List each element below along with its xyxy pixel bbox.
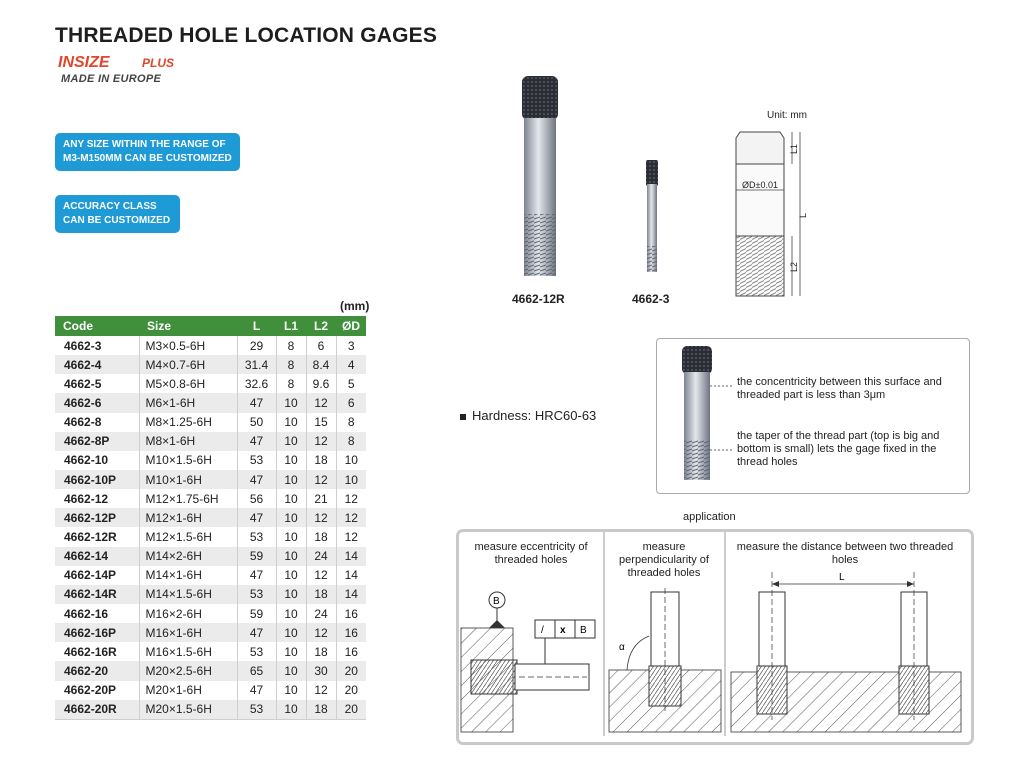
cell-size: M16×1-6H [139,623,237,642]
cell-l1: 8 [276,374,306,393]
cell-od: 14 [336,585,366,604]
cell-l2: 12 [306,681,336,700]
cell-l1: 10 [276,585,306,604]
table-row [55,355,366,374]
bullet-icon [460,414,466,420]
cell-code: 4662-10 [55,451,139,470]
label-od: ØD±0.01 [742,180,778,190]
cell-code: 4662-10P [55,470,139,489]
label-l: L [798,212,808,218]
hardness-text: Hardness: HRC60-63 [472,408,597,423]
cell-size: M12×1.5-6H [139,527,237,546]
panel-perpendicularity: measure perpendicularity of threaded holes [619,541,709,579]
cell-code: 4662-14 [55,547,139,566]
col-code: Code [55,316,139,336]
cell-l: 29 [237,336,276,355]
table-row [55,661,366,680]
cell-l2: 21 [306,489,336,508]
cell-od: 10 [336,470,366,489]
cell-od: 8 [336,432,366,451]
cell-l1: 10 [276,489,306,508]
spec-table [55,316,366,720]
cell-l1: 10 [276,661,306,680]
cell-size: M12×1-6H [139,508,237,527]
panel-eccentricity: measure eccentricity of threaded holes [474,541,588,566]
cell-l1: 10 [276,566,306,585]
cell-od: 20 [336,681,366,700]
unit-label: Unit: mm [767,110,807,121]
unit-note: (mm) [340,299,370,313]
cell-od: 6 [336,393,366,412]
cell-size: M6×1-6H [139,393,237,412]
cell-l1: 10 [276,623,306,642]
cell-od: 14 [336,566,366,585]
cell-l2: 12 [306,432,336,451]
cell-l: 32.6 [237,374,276,393]
cell-code: 4662-12P [55,508,139,527]
cell-code: 4662-14R [55,585,139,604]
table-row [55,470,366,489]
brand-suffix: PLUS [142,56,175,70]
datum-ref: B [580,625,587,636]
cell-code: 4662-12 [55,489,139,508]
panel-distance: measure the distance between two threaded holes [736,541,954,566]
gage-4662-3-image [640,156,664,276]
cell-od: 16 [336,623,366,642]
cell-od: 4 [336,355,366,374]
col-l2: L2 [306,316,336,336]
cell-l2: 15 [306,413,336,432]
cell-code: 4662-20 [55,661,139,680]
cell-l1: 10 [276,508,306,527]
cell-size: M20×2.5-6H [139,661,237,680]
accuracy-badge: ACCURACY CLASS CAN BE CUSTOMIZED [55,195,180,233]
hardness-spec [460,408,596,423]
cell-l2: 12 [306,508,336,527]
cell-l1: 10 [276,470,306,489]
cell-code: 4662-16P [55,623,139,642]
cell-size: M3×0.5-6H [139,336,237,355]
cell-size: M4×0.7-6H [139,355,237,374]
cell-l2: 8.4 [306,355,336,374]
label-l2: L2 [789,261,799,272]
page-title: THREADED HOLE LOCATION GAGES [55,24,438,47]
table-row [55,432,366,451]
cell-l2: 6 [306,336,336,355]
cell-od: 14 [336,547,366,566]
cell-code: 4662-16 [55,604,139,623]
cell-od: 20 [336,700,366,720]
cell-size: M8×1.25-6H [139,413,237,432]
drawing-head [736,132,784,164]
table-row [55,700,366,720]
insize-logo [56,52,196,72]
runout-symbol: / [541,625,544,636]
table-row [55,451,366,470]
customize-size-badge: ANY SIZE WITHIN THE RANGE OF M3-M150MM CAN BE CUSTOMIZED [55,133,240,171]
cell-l: 65 [237,661,276,680]
cell-l2: 12 [306,566,336,585]
cell-od: 20 [336,661,366,680]
cell-l: 47 [237,681,276,700]
cell-l: 59 [237,604,276,623]
cell-od: 16 [336,604,366,623]
cell-l: 53 [237,700,276,720]
cell-l: 31.4 [237,355,276,374]
cell-od: 12 [336,489,366,508]
cell-l1: 10 [276,642,306,661]
cell-l1: 10 [276,413,306,432]
col-size: Size [139,316,237,336]
cell-l: 47 [237,470,276,489]
distance-label: L [839,572,845,583]
cell-od: 12 [336,508,366,527]
cell-code: 4662-12R [55,527,139,546]
cell-l1: 10 [276,700,306,720]
cell-l2: 18 [306,700,336,720]
cell-l2: 24 [306,547,336,566]
col-l: L [237,316,276,336]
cell-code: 4662-5 [55,374,139,393]
cell-l: 47 [237,432,276,451]
table-header-row [55,316,366,336]
gage-dimension-drawing [722,124,822,304]
table-row [55,585,366,604]
table-row [55,681,366,700]
cell-l2: 18 [306,585,336,604]
table-row [55,527,366,546]
datum-b-label: B [493,596,500,607]
cell-l2: 30 [306,661,336,680]
cell-code: 4662-8P [55,432,139,451]
cell-l1: 10 [276,547,306,566]
concentricity-note: the concentricity between this surface and threaded part is less than 3μm [737,376,942,401]
made-in-label: MADE IN EUROPE [61,73,162,85]
brand-name: INSIZE [58,54,110,71]
cell-l1: 8 [276,355,306,374]
cell-l1: 10 [276,393,306,412]
table-row [55,623,366,642]
cell-code: 4662-3 [55,336,139,355]
cell-l: 53 [237,642,276,661]
cell-l2: 12 [306,393,336,412]
gage-body [524,118,556,214]
cell-l: 47 [237,566,276,585]
cell-od: 10 [336,451,366,470]
table-row [55,566,366,585]
col-l1: L1 [276,316,306,336]
cell-l2: 18 [306,451,336,470]
gage-feature-image [674,344,734,484]
cell-l: 47 [237,623,276,642]
tolerance-value: x [560,625,566,636]
cell-l2: 18 [306,527,336,546]
cell-l1: 10 [276,451,306,470]
cell-l2: 18 [306,642,336,661]
alpha-label: α [619,642,625,653]
cell-size: M10×1.5-6H [139,451,237,470]
cell-l1: 10 [276,432,306,451]
label-l1: L1 [789,143,799,154]
cell-code: 4662-8 [55,413,139,432]
cell-l1: 8 [276,336,306,355]
cell-l: 47 [237,508,276,527]
col-od: ØD [336,316,366,336]
cell-l1: 10 [276,681,306,700]
cell-od: 8 [336,413,366,432]
cell-l1: 10 [276,604,306,623]
cell-l: 56 [237,489,276,508]
gage-4662-12r-image [510,72,570,284]
cell-l2: 9.6 [306,374,336,393]
cell-size: M8×1-6H [139,432,237,451]
table-row [55,374,366,393]
cell-l: 50 [237,413,276,432]
cell-size: M14×1.5-6H [139,585,237,604]
table-row [55,642,366,661]
table-row [55,336,366,355]
cell-l: 53 [237,527,276,546]
cell-code: 4662-20P [55,681,139,700]
cell-od: 5 [336,374,366,393]
cell-size: M20×1-6H [139,681,237,700]
cell-code: 4662-6 [55,393,139,412]
table-row [55,547,366,566]
cell-size: M14×1-6H [139,566,237,585]
cell-od: 16 [336,642,366,661]
drawing-body [736,164,784,236]
cell-l: 53 [237,451,276,470]
cell-od: 12 [336,527,366,546]
cell-size: M12×1.75-6H [139,489,237,508]
cell-l2: 12 [306,623,336,642]
cell-od: 3 [336,336,366,355]
cell-l: 59 [237,547,276,566]
caption-4662-3: 4662-3 [632,292,670,306]
cell-size: M16×2-6H [139,604,237,623]
cell-code: 4662-4 [55,355,139,374]
cell-size: M16×1.5-6H [139,642,237,661]
cell-code: 4662-16R [55,642,139,661]
cell-code: 4662-20R [55,700,139,720]
caption-4662-12r: 4662-12R [512,292,565,306]
application-label: application [683,511,736,523]
table-row [55,413,366,432]
cell-size: M20×1.5-6H [139,700,237,720]
cell-l: 53 [237,585,276,604]
table-row [55,508,366,527]
table-row [55,489,366,508]
cell-size: M10×1-6H [139,470,237,489]
cell-l2: 24 [306,604,336,623]
cell-code: 4662-14P [55,566,139,585]
knurled-head [522,76,558,120]
cell-l1: 10 [276,527,306,546]
cell-size: M5×0.8-6H [139,374,237,393]
taper-note: the taper of the thread part (top is big and bottom is small) lets the gage fixed in the thread holes [737,430,940,468]
table-row [55,604,366,623]
table-row [55,393,366,412]
cell-l: 47 [237,393,276,412]
cell-size: M14×2-6H [139,547,237,566]
cell-l2: 12 [306,470,336,489]
